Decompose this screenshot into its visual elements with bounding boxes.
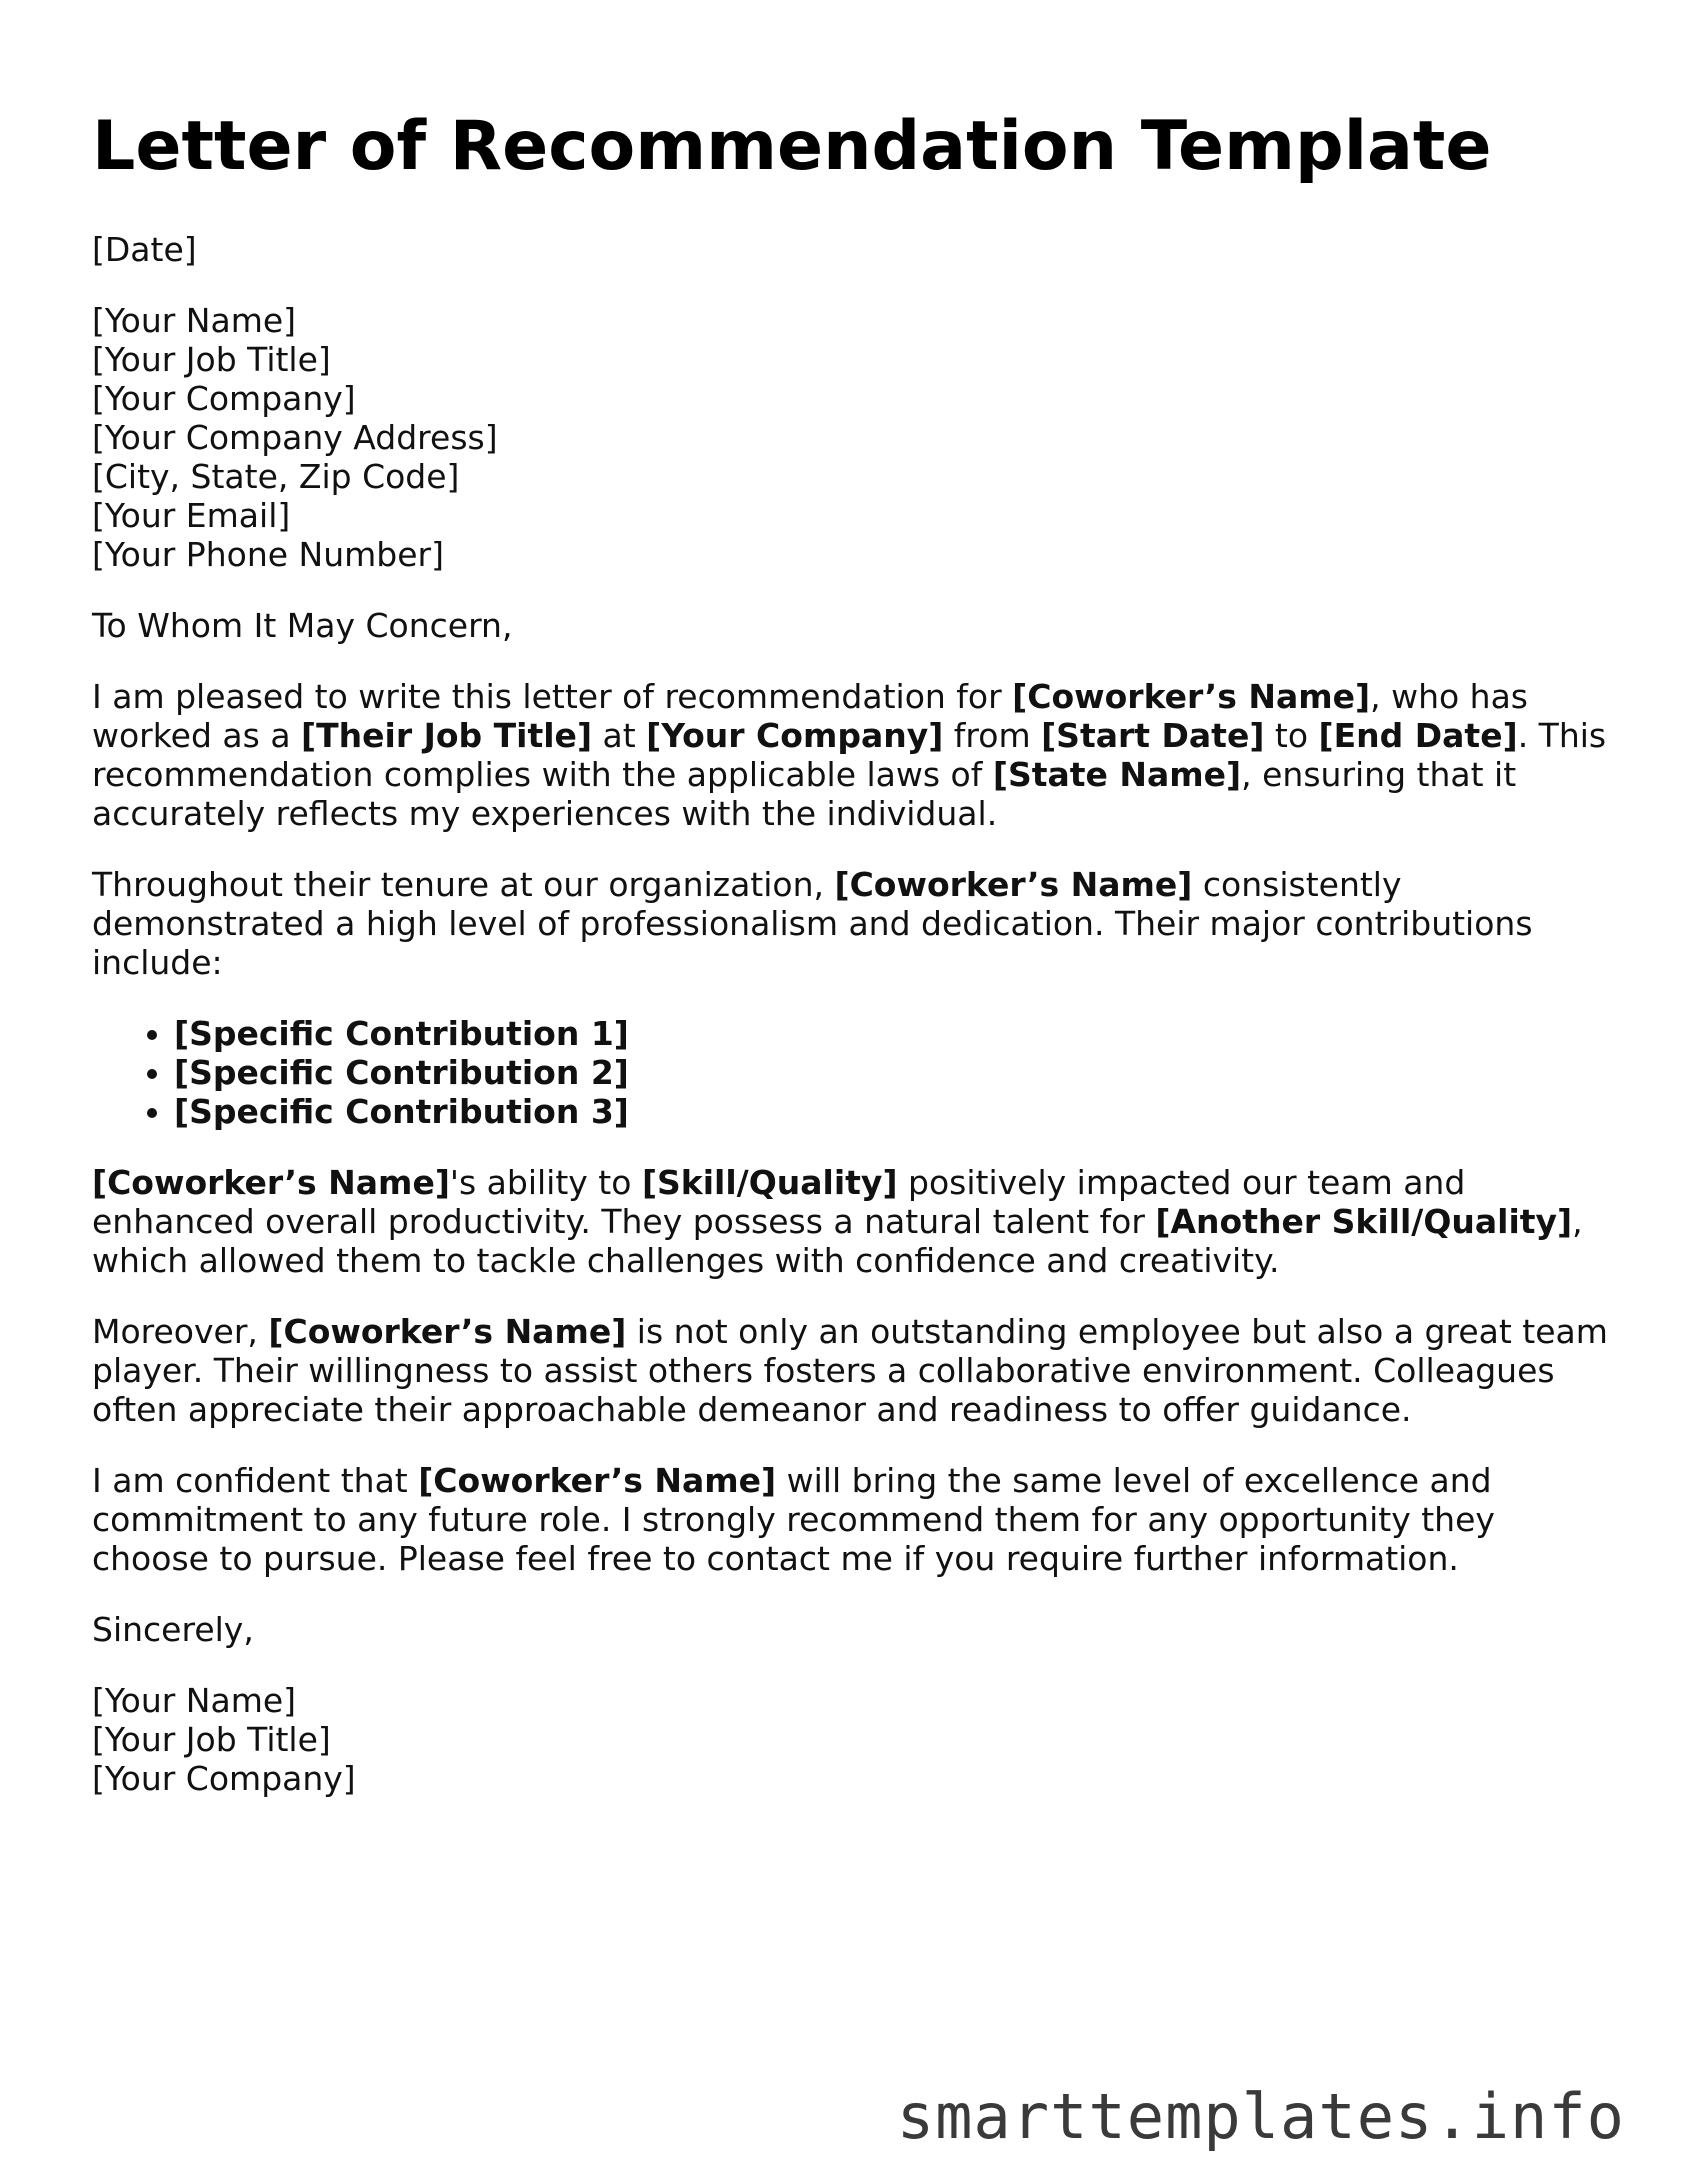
signature-block: [92, 1681, 1612, 1798]
text: 's ability to: [449, 1163, 642, 1203]
paragraph-tenure: [92, 865, 1612, 982]
text: I am pleased to write this letter of recommendation for: [92, 677, 1013, 717]
placeholder-job-title: [Their Job Title]: [301, 716, 593, 756]
placeholder-skill: [Skill/Quality]: [641, 1163, 898, 1203]
signature-company: [Your Company]: [92, 1759, 356, 1799]
placeholder-coworker-name: [Coworker’s Name]: [268, 1312, 627, 1352]
text: to: [1264, 716, 1319, 756]
placeholder-coworker-name: [Coworker’s Name]: [418, 1461, 777, 1501]
list-item: • [Specific Contribution 2]: [174, 1053, 1612, 1092]
sender-job-title: [Your Job Title]: [92, 340, 331, 380]
letter-page: [92, 108, 1612, 1830]
text: . This recommendation complies with the applicable laws of: [92, 716, 1607, 795]
signature-job-title: [Your Job Title]: [92, 1720, 331, 1760]
paragraph-teamwork: [92, 1312, 1612, 1429]
placeholder-another-skill: [Another Skill/Quality]: [1155, 1202, 1573, 1242]
sender-email: [Your Email]: [92, 496, 291, 536]
placeholder-coworker-name: [Coworker’s Name]: [92, 1163, 450, 1203]
text: , which allowed them to tackle challenges with confidence and creativity.: [92, 1202, 1583, 1281]
closing: Sincerely,: [92, 1610, 254, 1650]
sender-block: [92, 301, 1612, 574]
letter-date: [Date]: [92, 230, 197, 270]
text: , ensuring that it accurately reflects my experiences with the individual.: [92, 755, 1517, 834]
salutation: To Whom It May Concern,: [92, 606, 513, 646]
text: at: [592, 716, 647, 756]
sender-company-address: [Your Company Address]: [92, 418, 498, 458]
placeholder-coworker-name: [Coworker’s Name]: [834, 865, 1193, 905]
placeholder-company: [Your Company]: [646, 716, 944, 756]
sender-city-state-zip: [City, State, Zip Code]: [92, 457, 460, 497]
text: is not only an outstanding employee but also a great team player. Their willingness to assist others fosters a collaborative environment. Colleagues often appreciate their approachable demeanor and readiness to offer guidance.: [92, 1312, 1608, 1430]
sender-phone: [Your Phone Number]: [92, 535, 444, 575]
text: Throughout their tenure at our organization,: [92, 865, 835, 905]
text: will bring the same level of excellence and commitment to any future role. I strongly recommend them for any opportunity they choose to pursue. Please feel free to contact me if you require further information.: [92, 1461, 1495, 1579]
list-item: • [Specific Contribution 1]: [174, 1014, 1612, 1053]
sender-company: [Your Company]: [92, 379, 356, 419]
page-title: Letter of Recommendation Template: [92, 107, 1492, 186]
placeholder-end-date: [End Date]: [1318, 716, 1518, 756]
signature-name: [Your Name]: [92, 1681, 297, 1721]
placeholder-state-name: [State Name]: [992, 755, 1242, 795]
sender-name: [Your Name]: [92, 301, 297, 341]
text: positively impacted our team and enhanced overall productivity. They possess a natural talent for: [92, 1163, 1466, 1242]
list-item: • [Specific Contribution 3]: [174, 1092, 1612, 1131]
paragraph-conclusion: [92, 1461, 1612, 1578]
paragraph-skills: [92, 1163, 1612, 1280]
placeholder-coworker-name: [Coworker’s Name]: [1012, 677, 1371, 717]
text: , who has worked as a: [92, 677, 1528, 756]
placeholder-start-date: [Start Date]: [1041, 716, 1265, 756]
paragraph-intro: [92, 677, 1612, 833]
text: from: [943, 716, 1042, 756]
text: consistently demonstrated a high level of professionalism and dedication. Their major contributions include:: [92, 865, 1533, 983]
text: I am confident that: [92, 1461, 419, 1501]
contributions-list: [92, 1014, 1612, 1131]
watermark: smarttemplates.info: [896, 2080, 1625, 2153]
text: Moreover,: [92, 1312, 269, 1352]
